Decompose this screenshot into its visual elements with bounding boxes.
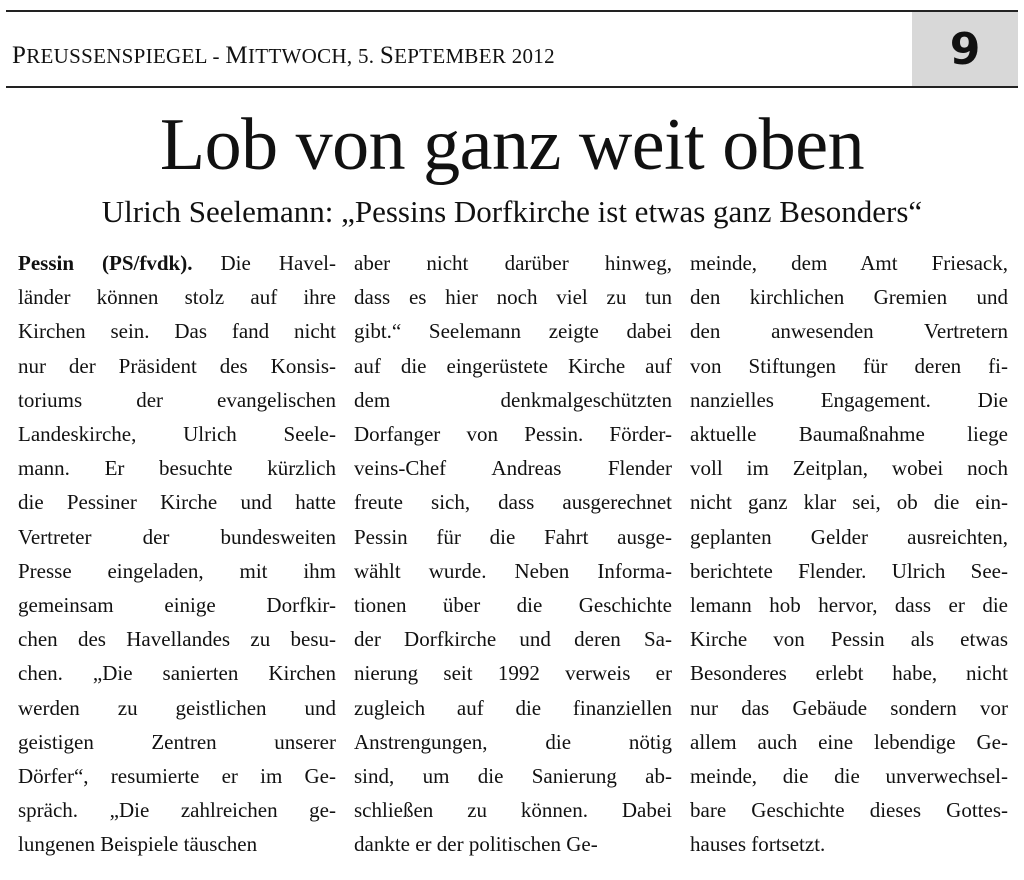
article-line: gibt.“ Seelemann zeigte dabei <box>354 319 672 344</box>
article-line: wählt wurde. Neben Informa- <box>354 558 672 583</box>
article-line: lemann hob hervor, dass er die <box>690 593 1008 618</box>
article-line: allem auch eine lebendige Ge- <box>690 729 1008 754</box>
masthead-date-day: 5. <box>352 44 380 68</box>
article-line: länder können stolz auf ihre <box>18 285 336 310</box>
article-line: dem denkmalgeschützten <box>354 387 672 412</box>
article-line: geistigen Zentren unserer <box>18 729 336 754</box>
article-line: dankte er der politischen Ge- <box>354 832 598 857</box>
dateline-source: (PS/fvdk). <box>102 251 193 275</box>
subheadline: Ulrich Seelemann: „Pessins Dorfkirche ist etwas ganz Besonders“ <box>101 194 923 229</box>
article-line: der Dorfkirche und deren Sa- <box>354 627 672 652</box>
article-line: von Stiftungen für deren fi- <box>690 353 1008 378</box>
article-line: tionen über die Geschichte <box>354 593 672 618</box>
article-line: zugleich auf die finanziellen <box>354 695 672 720</box>
article-line: voll im Zeitplan, wobei noch <box>690 456 1008 481</box>
page-number-box <box>912 12 1018 86</box>
article-line: berichtete Flender. Ulrich See- <box>690 558 1008 583</box>
masthead <box>12 42 892 70</box>
article-line: meinde, die die unverwechsel- <box>690 764 1008 789</box>
page-number: 9 <box>949 23 981 75</box>
article-line: nanzielles Engagement. Die <box>690 387 1008 412</box>
article-line: Anstrengungen, die nötig <box>354 729 672 754</box>
masthead-separator: - <box>207 44 226 68</box>
article-line: toriums der evangelischen <box>18 387 336 412</box>
header-bottom-rule <box>6 86 1018 88</box>
article-line: nur der Präsident des Konsis- <box>18 353 336 378</box>
article-line: freute sich, dass ausgerechnet <box>354 490 672 515</box>
article-line: dass es hier noch viel zu tun <box>354 285 672 310</box>
article-line: chen des Havellandes zu besu- <box>18 627 336 652</box>
article-line: bare Geschichte dieses Gottes- <box>690 798 1008 823</box>
article-column-3 <box>690 246 1008 856</box>
article-line: schließen zu können. Dabei <box>354 798 672 823</box>
article-line: sind, um die Sanierung ab- <box>354 764 672 789</box>
article-line: Kirche von Pessin als etwas <box>690 627 1008 652</box>
article-line: den kirchlichen Gremien und <box>690 285 1008 310</box>
article-column-2 <box>354 246 672 856</box>
masthead-initial-p: P <box>12 42 27 69</box>
article-line: Vertreter der bundesweiten <box>18 524 336 549</box>
article-line: lungenen Beispiele täuschen <box>18 832 258 857</box>
article-line: spräch. „Die zahlreichen ge- <box>18 798 336 823</box>
article-line: den anwesenden Vertretern <box>690 319 1008 344</box>
masthead-date-rest: EPTEMBER 2012 <box>394 44 555 68</box>
header-top-rule <box>6 10 1018 12</box>
masthead-publication: REUSSENSPIEGEL <box>26 44 207 68</box>
article-line: aber nicht darüber hinweg, <box>354 251 672 275</box>
article-line: Presse eingeladen, mit ihm <box>18 558 336 583</box>
article-line: mann. Er besuchte kürzlich <box>18 456 336 481</box>
article-line: gemeinsam einige Dorfkir- <box>18 593 336 618</box>
article-line: aktuelle Baumaßnahme liege <box>690 422 1008 447</box>
article-line: nur das Gebäude sondern vor <box>690 695 1008 720</box>
article-line: nierung seit 1992 verweis er <box>354 661 672 686</box>
headline: Lob von ganz weit oben <box>159 104 865 186</box>
masthead-date-initial: S <box>379 42 395 69</box>
article-line: Pessin für die Fahrt ausge- <box>354 524 672 549</box>
article-line: Dorfanger von Pessin. Förder- <box>354 422 672 447</box>
article-line: auf die eingerüstete Kirche auf <box>354 353 672 378</box>
article-line <box>18 246 336 280</box>
masthead-weekday: ITTWOCH, <box>247 44 353 68</box>
article-body <box>18 246 1008 856</box>
masthead-initial-m: M <box>225 42 248 69</box>
article-line: chen. „Die sanierten Kirchen <box>18 661 336 686</box>
article-line: veins-Chef Andreas Flender <box>354 456 672 481</box>
dateline-place: Pessin <box>18 251 103 275</box>
article-line-text: Die Havel- <box>192 251 336 275</box>
article-line: Besonderes erlebt habe, nicht <box>690 661 1008 686</box>
article-line: Landeskirche, Ulrich Seele- <box>18 422 336 447</box>
article-line: die Pessiner Kirche und hatte <box>18 490 336 515</box>
article-line: nicht ganz klar sei, ob die ein- <box>690 490 1008 515</box>
article-line: meinde, dem Amt Friesack, <box>690 251 1008 275</box>
article-line: Dörfer“, resumierte er im Ge- <box>18 764 336 789</box>
masthead-date <box>352 44 555 68</box>
article-line: hauses fortsetzt. <box>690 832 826 857</box>
article-line: werden zu geistlichen und <box>18 695 336 720</box>
article-column-1 <box>18 246 336 856</box>
article-line: geplanten Gelder ausreichten, <box>690 524 1008 549</box>
article-line: Kirchen sein. Das fand nicht <box>18 319 336 344</box>
